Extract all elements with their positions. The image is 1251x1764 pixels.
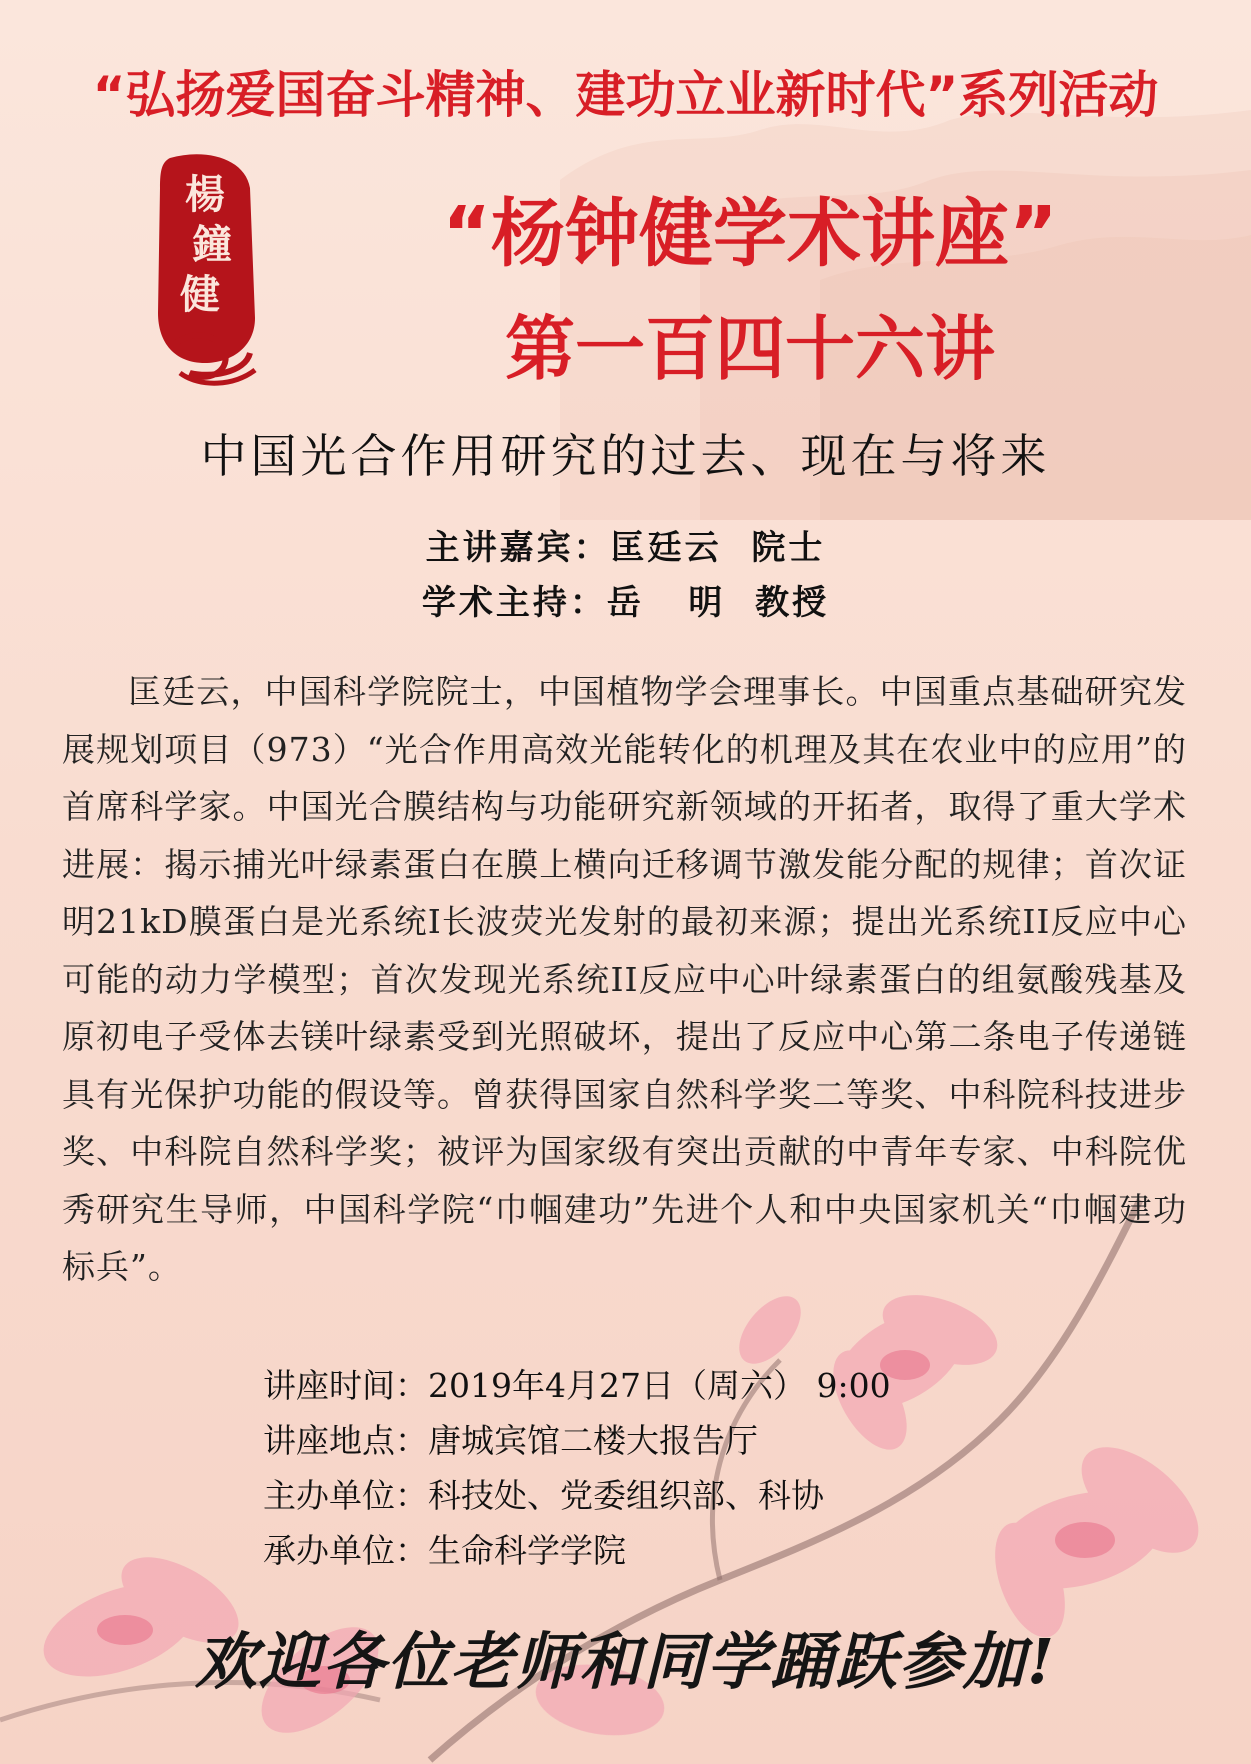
lecture-number: 第一百四十六讲: [505, 308, 995, 390]
speaker-line: 主讲嘉宾：匡廷云 院士: [425, 528, 826, 568]
lecture-series-name: “杨钟健学术讲座”: [442, 191, 1058, 277]
lecture-location: 讲座地点：唐城宾馆二楼大报告厅: [263, 1421, 758, 1460]
series-title: “弘扬爱国奋斗精神、建功立业新时代”系列活动: [92, 66, 1159, 124]
svg-text:楊: 楊: [185, 171, 225, 218]
host-organization: 主办单位：科技处、党委组织部、科协: [263, 1476, 824, 1515]
svg-text:鐘: 鐘: [192, 221, 232, 268]
talk-title: 中国光合作用研究的过去、现在与将来: [200, 429, 1051, 483]
svg-text:健: 健: [180, 271, 220, 318]
organizer-organization: 承办单位：生命科学学院: [263, 1531, 626, 1570]
speaker-biography: 匡廷云，中国科学院院士，中国植物学会理事长。中国重点基础研究发展规划项目（973）“光合作用高效光能转化的机理及其在农业中的应用”的首席科学家。中国光合膜结构与功能研究新领域的开拓者，取得了重大学术进展：揭示捕光叶绿素蛋白在膜上横向迁移调节激发能分配的规律；首次证明21kD膜蛋白是光系统I长波荧光发射的最初来源；提出光系统II反应中心可能的动力学模型；首次发现光系统II反应中心叶绿素蛋白的组氨酸残基及原初电子受体去镁叶绿素受到光照破坏，提出了反应中心第二条电子传递链具有光保护功能的假设等。曾获得国家自然科学奖二等奖、中科院科技进步奖、中科院自然科学奖；被评为国家级有突出贡献的中青年专家、中科院优秀研究生导师，中国科学院“巾帼建功”先进个人和中央国家机关“巾帼建功标兵”。: [62, 672, 1187, 1286]
yang-zhongjian-seal-logo: [150, 148, 260, 388]
welcome-message: 欢迎各位老师和同学踊跃参加!: [194, 1625, 1057, 1698]
lecture-time: 讲座时间：2019年4月27日（周六） 9:00: [263, 1366, 891, 1405]
academic-host-line: 学术主持：岳 明 教授: [421, 583, 830, 623]
